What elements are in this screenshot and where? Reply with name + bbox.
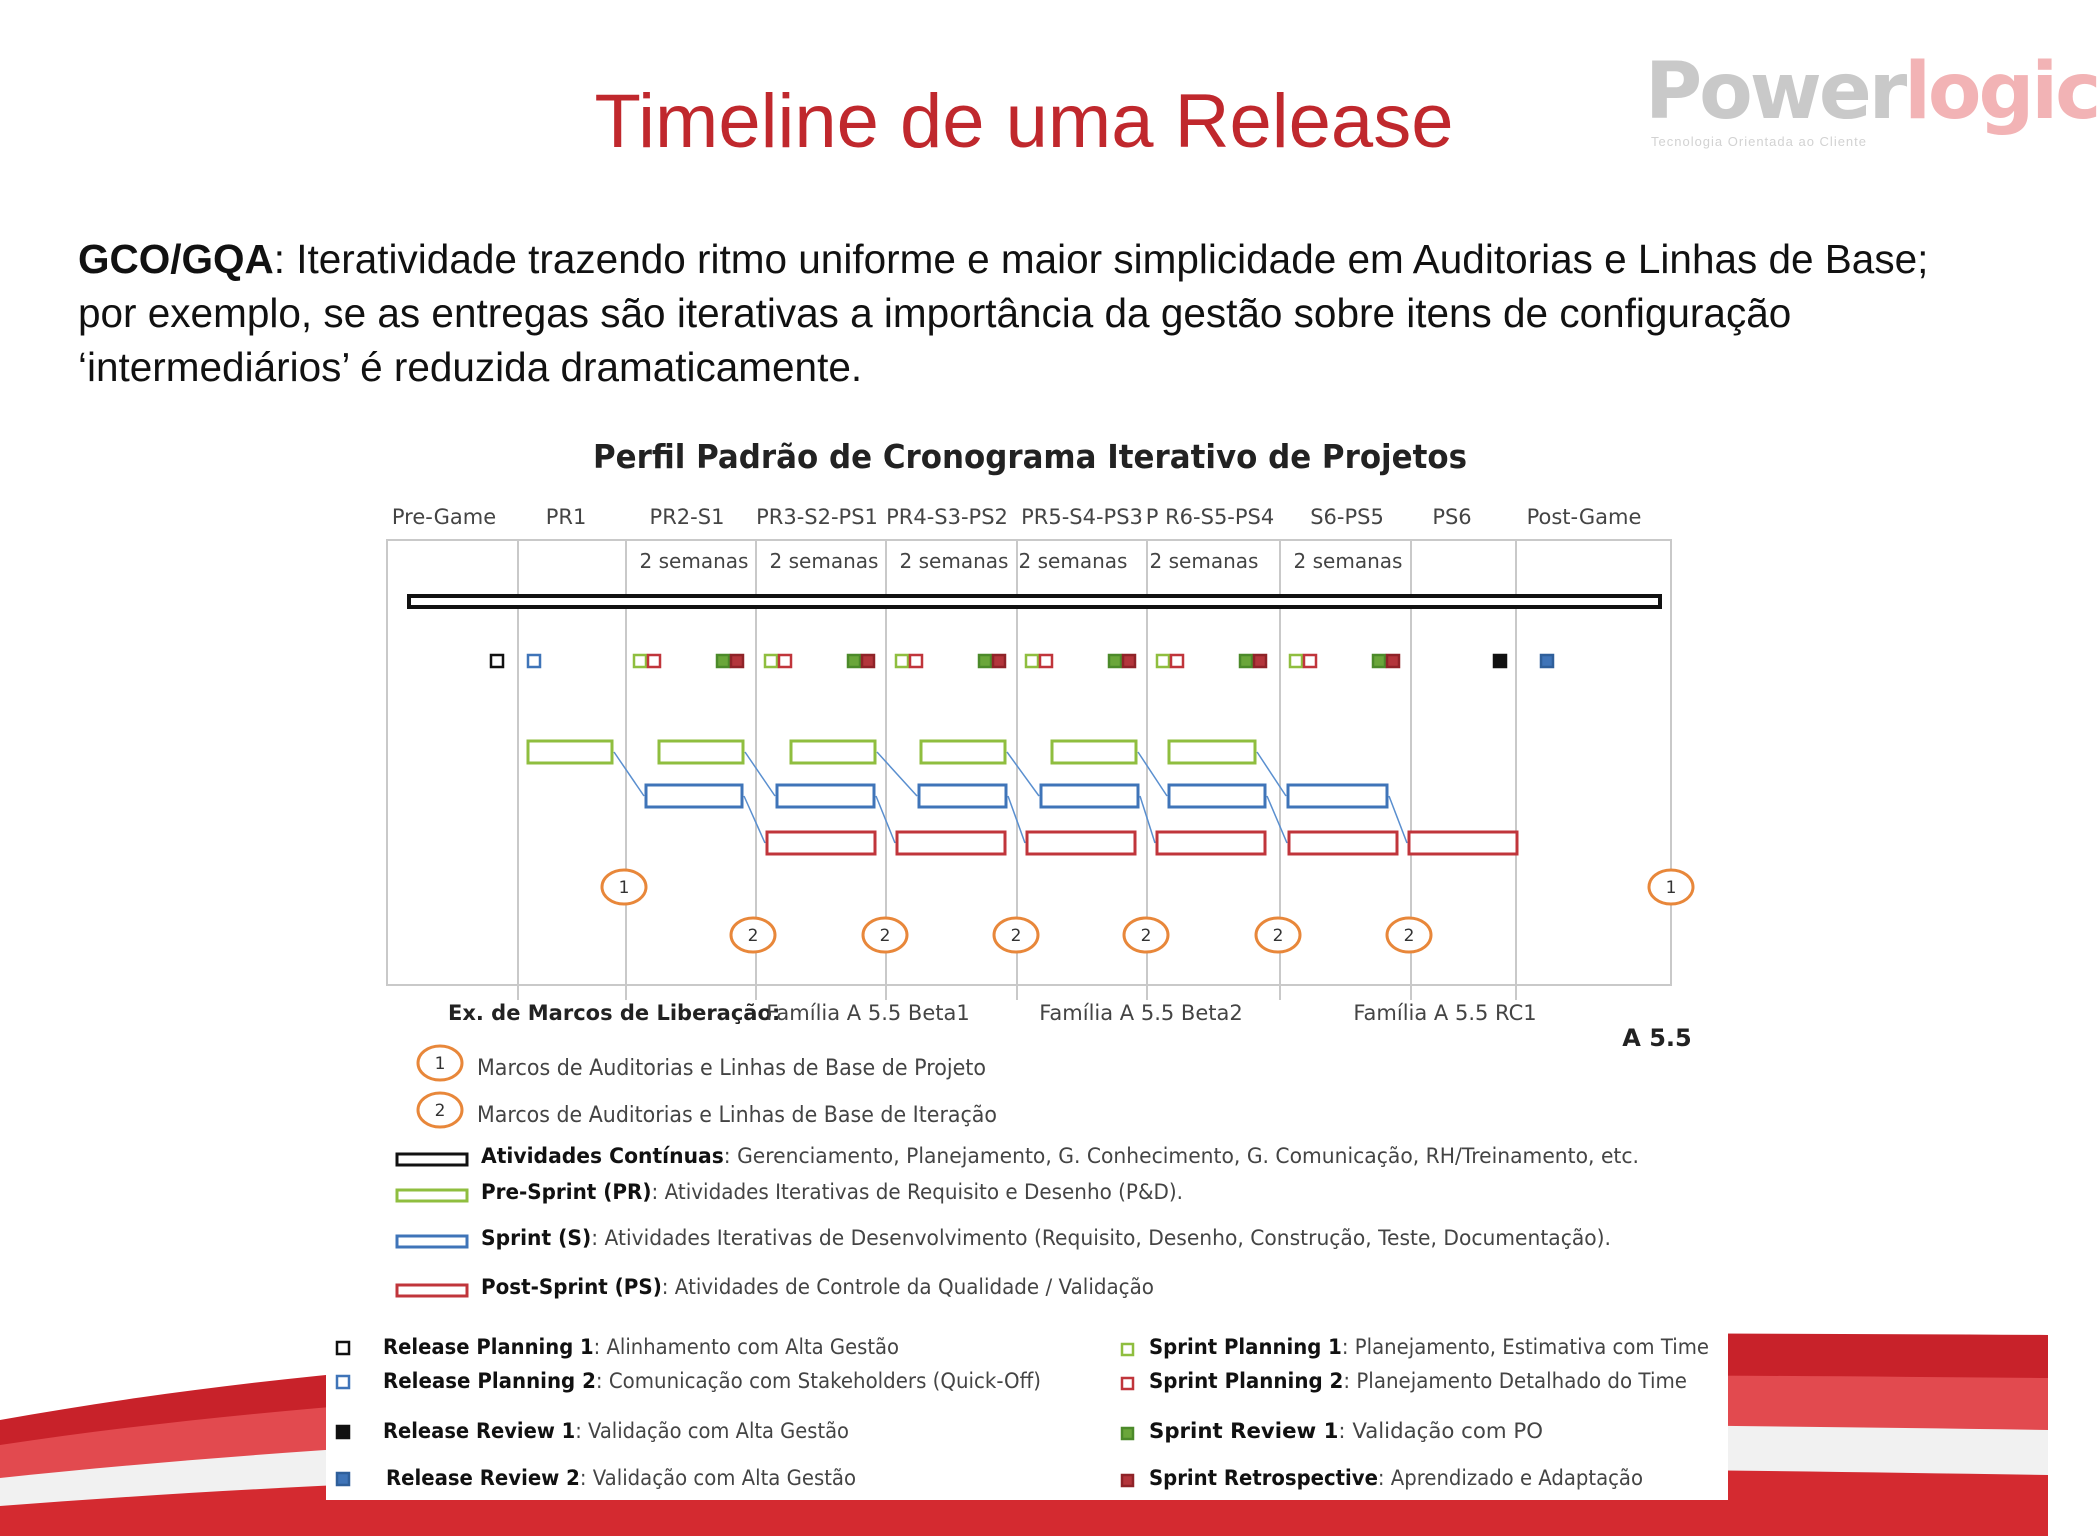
sprint-bar — [1288, 785, 1387, 807]
milestone-project-number: 1 — [1665, 878, 1677, 898]
logo-tagline: Tecnologia Orientada ao Cliente — [1651, 134, 1868, 149]
milestone-iteration-number: 2 — [1403, 926, 1415, 946]
sprint-planning-2-marker — [1171, 655, 1183, 667]
sprint-planning-2-marker — [910, 655, 922, 667]
phase-label: Post-Game — [1526, 505, 1642, 529]
sprint-retrospective-marker — [1387, 655, 1399, 667]
duration-label: 2 semanas — [1018, 549, 1128, 573]
legend-bar-swatch — [397, 1285, 467, 1296]
legend-event-text: Sprint Review 1 : Validação com PO — [1149, 1419, 1541, 1443]
post-sprint-bar — [1027, 832, 1135, 854]
pre-sprint-bar — [659, 741, 743, 763]
logo-word-red: logic — [1904, 47, 2098, 137]
release-planning-2-marker — [528, 655, 540, 667]
release-review-2-marker — [1541, 655, 1553, 667]
legend-bar-text: Atividades Contínuas: Gerenciamento, Planejamento, G. Conhecimento, G. Comunicação, RH/Treinamento, etc. — [481, 1144, 1671, 1168]
phase-label: PR3-S2-PS1 — [756, 505, 878, 529]
body-text: : Iteratividade trazendo ritmo uniforme e maior simplicidade em Auditorias e Linhas de Base; por exemplo, se as entregas são iterativas a importância da gestão sobre itens de configuração ‘intermediários’ é reduzida dramaticamente. — [78, 236, 1929, 390]
legend-bar-text: Post-Sprint (PS): Atividades de Controle da Qualidade / Validação — [481, 1275, 1182, 1299]
phase-label: PR5-S4-PS3 — [1021, 505, 1143, 529]
legend-milestone-number: 1 — [434, 1054, 446, 1074]
legend-event-swatch — [337, 1342, 349, 1354]
sprint-planning-1-marker — [765, 655, 777, 667]
sprint-retrospective-marker — [1254, 655, 1266, 667]
sprint-planning-2-marker — [1304, 655, 1316, 667]
legend-event-swatch — [1122, 1428, 1133, 1439]
flow-connector — [1267, 796, 1287, 843]
sprint-review-1-marker — [1109, 655, 1121, 667]
sprint-review-1-marker — [979, 655, 991, 667]
legend-event-text: Release Planning 2: Comunicação com Stakeholders (Quick-Off) — [383, 1369, 1069, 1393]
sprint-retrospective-marker — [731, 655, 743, 667]
sprint-bar — [646, 785, 742, 807]
release-mark: Família A 5.5 Beta1 — [766, 1001, 970, 1025]
sprint-review-1-marker — [1373, 655, 1385, 667]
release-planning-1-marker — [491, 655, 503, 667]
sprint-review-1-marker — [717, 655, 729, 667]
legend-event-text: Sprint Planning 1: Planejamento, Estimativa com Time — [1149, 1335, 1734, 1359]
pre-sprint-bar — [791, 741, 875, 763]
milestone-iteration-number: 2 — [879, 926, 891, 946]
post-sprint-bar — [1289, 832, 1397, 854]
release-marks-label: Ex. de Marcos de Liberação: — [448, 1001, 781, 1025]
phase-label: PR1 — [545, 505, 587, 529]
duration-label: 2 semanas — [899, 549, 1009, 573]
sprint-review-1-marker — [1240, 655, 1252, 667]
duration-label: 2 semanas — [1149, 549, 1259, 573]
legend-milestone-text: Marcos de Auditorias e Linhas de Base de Iteração — [477, 1103, 997, 1128]
milestone-iteration-number: 2 — [1140, 926, 1152, 946]
legend-event-text: Release Review 1: Validação com Alta Gestão — [383, 1419, 870, 1443]
post-sprint-bar — [1157, 832, 1265, 854]
sprint-retrospective-marker — [862, 655, 874, 667]
sprint-planning-1-marker — [634, 655, 646, 667]
phase-label: Pre-Game — [391, 505, 497, 529]
sprint-retrospective-marker — [993, 655, 1005, 667]
sprint-bar — [777, 785, 874, 807]
duration-label: 2 semanas — [769, 549, 879, 573]
sprint-bar — [1169, 785, 1265, 807]
pre-sprint-bar — [528, 741, 612, 763]
sprint-review-1-marker — [848, 655, 860, 667]
legend-event-text: Sprint Planning 2: Planejamento Detalhado do Time — [1149, 1369, 1708, 1393]
sprint-planning-1-marker — [896, 655, 908, 667]
sprint-planning-2-marker — [1040, 655, 1052, 667]
release-mark: Família A 5.5 RC1 — [1353, 1001, 1537, 1025]
sprint-planning-1-marker — [1026, 655, 1038, 667]
release-mark: Família A 5.5 Beta2 — [1039, 1001, 1243, 1025]
continuous-activities-bar — [409, 596, 1660, 607]
post-sprint-bar — [1409, 832, 1517, 854]
pre-sprint-bar — [1169, 741, 1255, 763]
diagram-title: Perfil Padrão de Cronograma Iterativo de Projetos — [593, 437, 1467, 476]
legend-event-text: Release Review 2: Validação com Alta Gestão — [386, 1466, 875, 1490]
final-release-label: A 5.5 — [1622, 1024, 1692, 1052]
legend-bar-text: Sprint (S): Atividades Iterativas de Desenvolvimento (Requisito, Desenho, Construção, Teste, Documentação). — [481, 1226, 1649, 1250]
legend-event-text: Sprint Retrospective: Aprendizado e Adaptação — [1149, 1466, 1662, 1490]
sprint-planning-2-marker — [779, 655, 791, 667]
release-review-1-marker — [1494, 655, 1506, 667]
legend-event-swatch — [337, 1376, 349, 1388]
milestone-iteration-number: 2 — [747, 926, 759, 946]
legend-bar-swatch — [397, 1236, 467, 1247]
phase-label: PR4-S3-PS2 — [886, 505, 1008, 529]
phase-label: PS6 — [1432, 505, 1472, 529]
legend-event-swatch — [1122, 1378, 1133, 1389]
legend-event-swatch — [1122, 1475, 1133, 1486]
flow-connector — [745, 752, 775, 796]
flow-connector — [744, 796, 765, 843]
milestone-iteration-number: 2 — [1272, 926, 1284, 946]
legend-event-swatch — [337, 1426, 349, 1438]
post-sprint-bar — [767, 832, 875, 854]
flow-connector — [877, 752, 917, 796]
duration-label: 2 semanas — [1293, 549, 1403, 573]
phase-label: S6-PS5 — [1310, 505, 1384, 529]
legend-milestone-text: Marcos de Auditorias e Linhas de Base de Projeto — [477, 1056, 986, 1081]
legend-event-swatch — [1122, 1344, 1133, 1355]
body-bold-term: GCO/GQA — [78, 236, 274, 282]
milestone-iteration-number: 2 — [1010, 926, 1022, 946]
phase-label: P R6-S5-PS4 — [1145, 505, 1275, 529]
legend-bar-text: Pre-Sprint (PR): Atividades Iterativas de Requisito e Desenho (P&D). — [481, 1180, 1211, 1204]
sprint-planning-1-marker — [1290, 655, 1302, 667]
sprint-bar — [1041, 785, 1138, 807]
pre-sprint-bar — [1052, 741, 1136, 763]
sprint-bar — [919, 785, 1006, 807]
pre-sprint-bar — [921, 741, 1005, 763]
phase-label: PR2-S1 — [649, 505, 725, 529]
sprint-planning-1-marker — [1157, 655, 1169, 667]
sprint-retrospective-marker — [1123, 655, 1135, 667]
post-sprint-bar — [897, 832, 1005, 854]
legend-bar-swatch — [397, 1190, 467, 1201]
slide-title: Timeline de uma Release — [594, 79, 1454, 164]
legend-milestone-number: 2 — [434, 1101, 446, 1121]
flow-connector — [1138, 752, 1167, 796]
legend-bar-swatch — [397, 1154, 467, 1165]
flow-connector — [614, 752, 644, 796]
sprint-planning-2-marker — [648, 655, 660, 667]
milestone-project-number: 1 — [618, 878, 630, 898]
legend-event-text: Release Planning 1: Alinhamento com Alta Gestão — [383, 1335, 921, 1359]
duration-label: 2 semanas — [639, 549, 749, 573]
logo-word-gray: Power — [1645, 47, 1905, 137]
flow-connector — [1007, 752, 1039, 796]
legend-event-swatch — [337, 1473, 349, 1485]
